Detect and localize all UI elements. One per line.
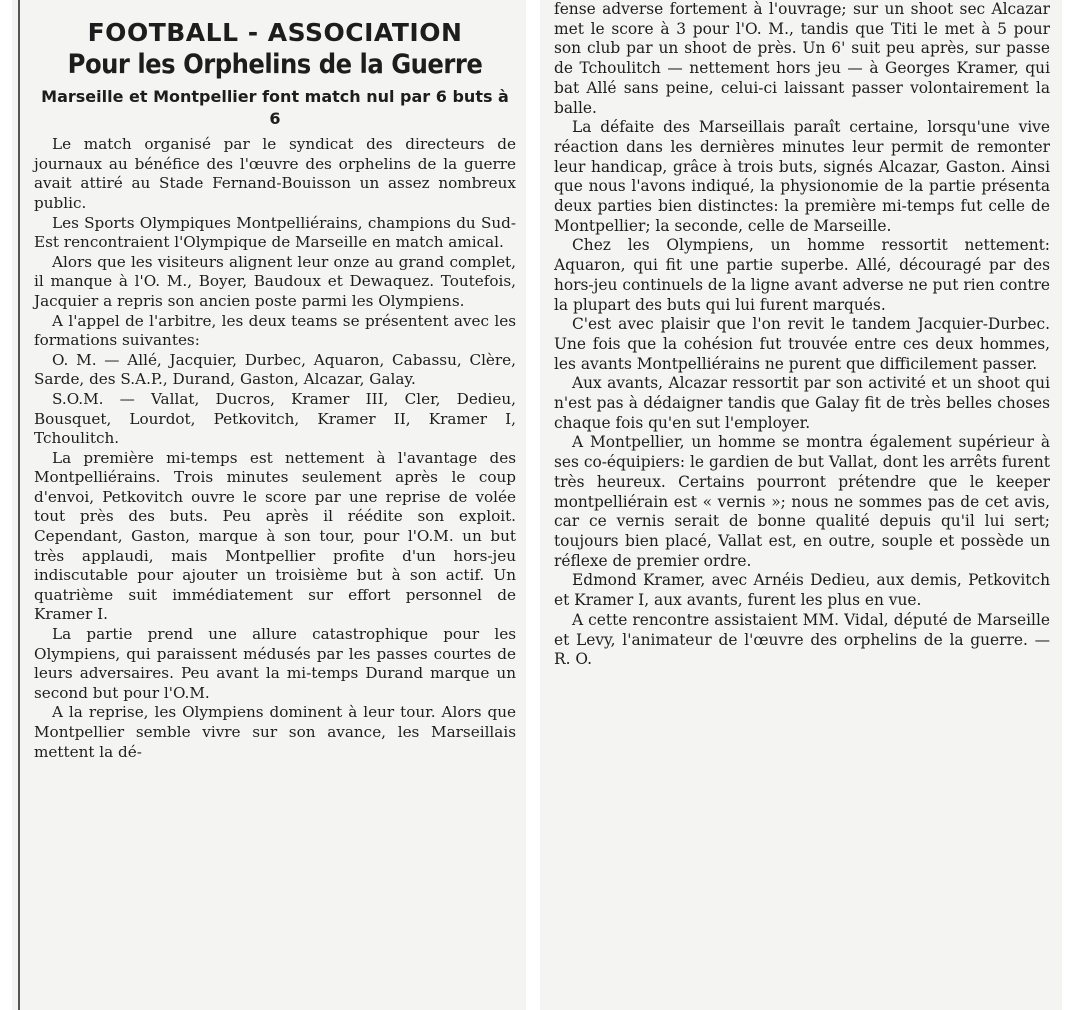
paragraph: La partie prend une allure catastrophique pour les Olympiens, qui paraissent médusés par les passes courtes de leurs adversaires. Peu avant la mi-temps Durand marque un second but pour l'O.M. [34,625,516,702]
paragraph: C'est avec plaisir que l'on revit le tandem Jacquier-Durbec. Une fois que la cohésion fut trouvée entre ces deux hommes, les avants Montpelliérains ne purent que difficilement passer. [554,315,1050,373]
paragraph: A Montpellier, un homme se montra également supérieur à ses co-équipiers: le gardien de but Vallat, dont les arrêts furent très heureux. Certains pourront prétendre que le keeper montpelliérain est « vernis »; nous ne sommes pas de cet avis, car ce vernis serait de bonne qualité depuis qu'il lui sert; toujours bien placé, Vallat est, en outre, souple et possède un réflexe de premier ordre. [554,433,1050,570]
paragraph: A l'appel de l'arbitre, les deux teams se présentent avec les formations suivantes: [34,311,516,350]
paragraph: La première mi-temps est nettement à l'avantage des Montpelliérains. Trois minutes seulement après le coup d'envoi, Petkovitch ouvre le score par une reprise de volée tout près des buts. Peu après il réédite son exploit. Cependant, Gaston, marque à son tour, pour l'O.M. un but très applaudi, mais Montpellier profite d'un hors-jeu indiscutable pour ajouter un troisième but à son actif. Un quatrième suit immédiatement sur effort personnel de Kramer I. [34,448,516,624]
article-body-right [554,0,1050,670]
paragraph: A la reprise, les Olympiens dominent à leur tour. Alors que Montpellier semble vivre sur son avance, les Marseillais mettent la dé- [34,703,516,761]
paragraph: Aux avants, Alcazar ressortit par son activité et un shoot qui n'est pas à dédaigner tandis que Galay fit de très belles choses chaque fois qu'en sut l'employer. [554,374,1050,432]
paragraph: Alors que les visiteurs alignent leur onze au grand complet, il manque à l'O. M., Boyer, Baudoux et Dewaquez. Toutefois, Jacquier a repris son ancien poste parmi les Olympiens. [34,252,516,310]
team-lineup-som: S.O.M. — Vallat, Ducros, Kramer III, Cler, Dedieu, Bousquet, Lourdot, Petkovitch, Kramer II, Kramer I, Tchoulitch. [34,389,516,448]
paragraph: Edmond Kramer, avec Arnéis Dedieu, aux demis, Petkovitch et Kramer I, aux avants, furent les plus en vue. [554,571,1050,610]
article-signature-paragraph: A cette rencontre assistaient MM. Vidal, député de Marseille et Levy, l'animateur de l'œuvre des orphelins de la guerre. — R. O. [554,610,1050,669]
team-lineup-om: O. M. — Allé, Jacquier, Durbec, Aquaron, Cabassu, Clère, Sarde, des S.A.P., Durand, Gaston, Alcazar, Galay. [34,350,516,389]
article-body-left [34,135,516,762]
paragraph: Chez les Olympiens, un homme ressortit nettement: Aquaron, qui fit une partie superbe. Allé, découragé par des hors-jeu continuels de la ligne avant adverse ne put rien contre la plupart des buts qui lui furent marqués. [554,236,1050,314]
paragraph: Le match organisé par le syndicat des directeurs de journaux au bénéfice des l'œuvre des orphelins de la guerre avait attiré au Stade Fernand-Bouisson un assez nombreux public. [34,135,516,212]
article-subheadline: Marseille et Montpellier font match nul par 6 buts à 6 [41,87,509,128]
article-column-right [540,0,1062,1010]
article-column-left [12,0,526,1010]
article-headline: Pour les Orphelins de la Guerre [67,49,483,80]
paragraph: La défaite des Marseillais paraît certaine, lorsqu'une vive réaction dans les dernières minutes leur permit de remonter leur handicap, grâce à trois buts, signés Alcazar, Gaston. Ainsi que nous l'avons indiqué, la physionomie de la partie présenta deux parties bien distinctes: la première mi-temps fut celle de Montpellier; la seconde, celle de Marseille. [554,118,1050,235]
paragraph-continuation: fense adverse fortement à l'ouvrage; sur un shoot sec Alcazar met le score à 3 pour l'O. M., tandis que Titi le met à 5 pour son club par un shoot de près. Un 6' suit peu après, sur passe de Tchoulitch — nettement hors jeu — à Georges Kramer, qui bat Allé sans peine, celui-ci laissant passer volontairement la balle. [554,0,1050,117]
article-kicker: FOOTBALL - ASSOCIATION [87,18,463,47]
paragraph: Les Sports Olympiques Montpelliérains, champions du Sud-Est rencontraient l'Olympique de Marseille en match amical. [34,213,516,252]
